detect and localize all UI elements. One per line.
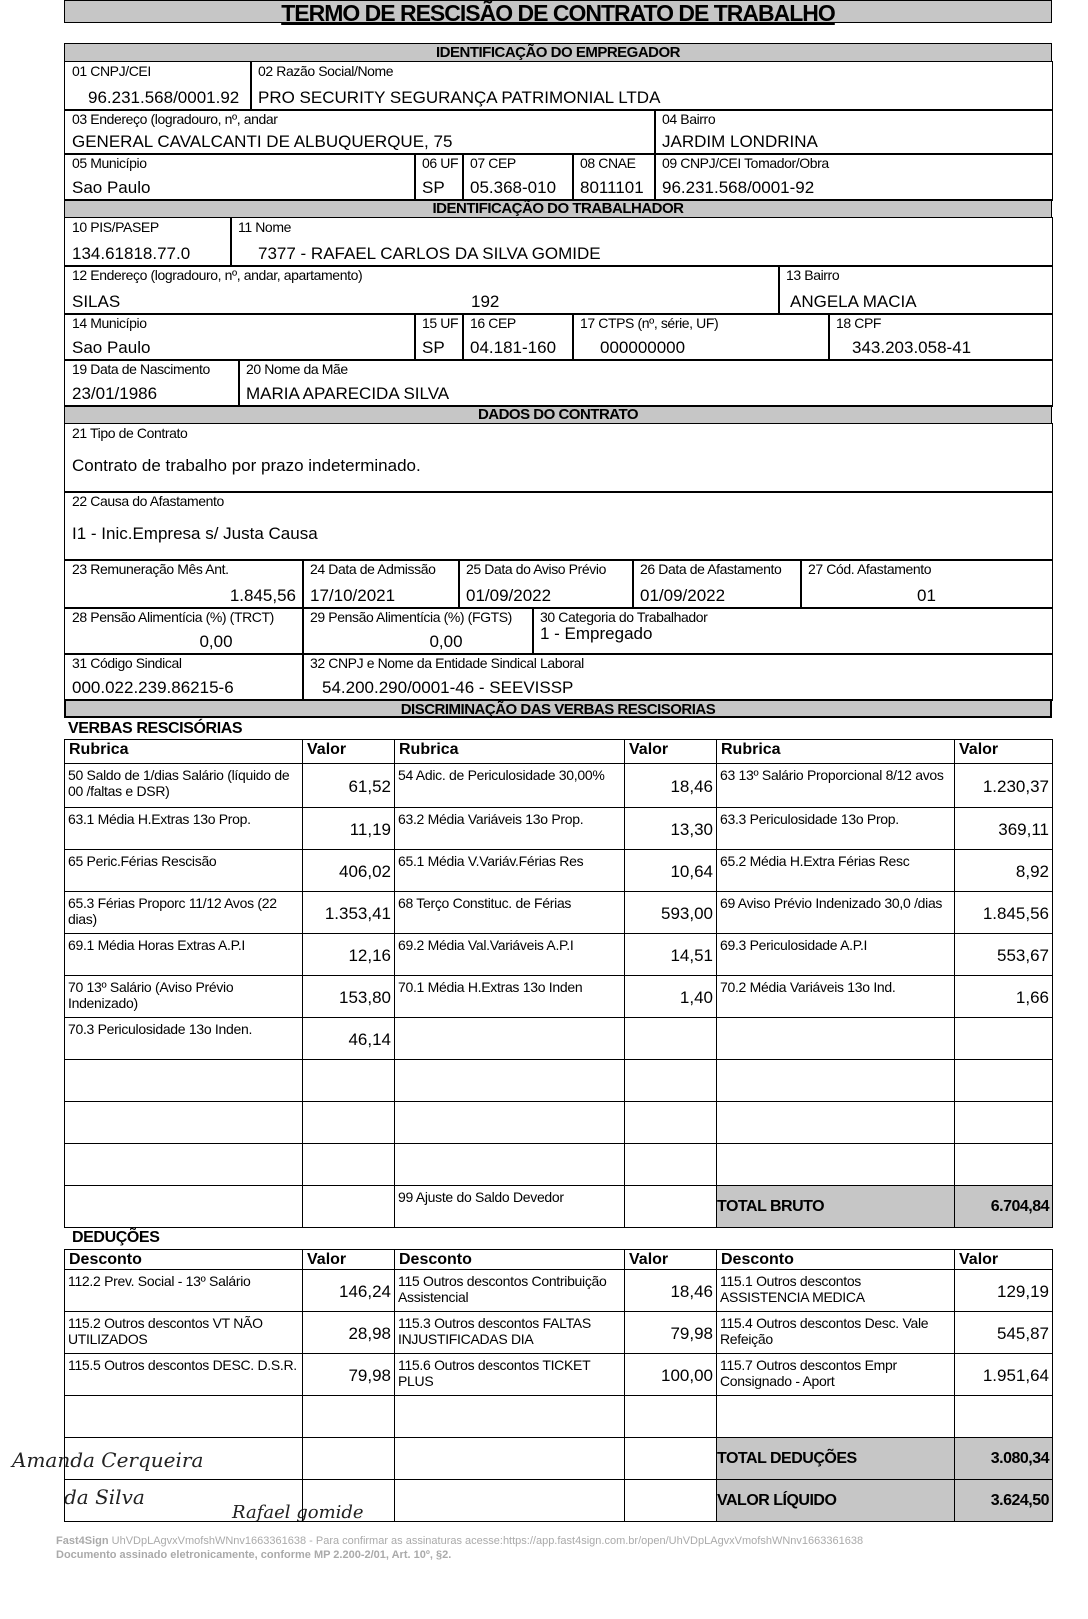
- deducoes-cell: [302, 1269, 395, 1312]
- deducoes-cell: [716, 1353, 955, 1396]
- valor-text: 18,46: [670, 776, 713, 796]
- verbas-cell: [394, 1143, 625, 1186]
- verbas-header-4: Rubrica: [716, 739, 955, 764]
- section-discrimination: DISCRIMINAÇÃO DAS VERBAS RESCISORIAS: [64, 699, 1052, 718]
- verbas-cell: [954, 807, 1053, 850]
- field-f29: [302, 607, 534, 655]
- field-label: 09 CNPJ/CEI Tomador/Obra: [662, 155, 829, 171]
- field-value: 7377 - RAFAEL CARLOS DA SILVA GOMIDE: [258, 244, 601, 263]
- verbas-title: VERBAS RESCISÓRIAS: [68, 720, 243, 737]
- field-label: 02 Razão Social/Nome: [258, 63, 394, 79]
- verbas-cell: [624, 933, 717, 976]
- verbas-cell: [624, 1059, 717, 1102]
- verbas-cell: [394, 1059, 625, 1102]
- field-value: 01/09/2022: [466, 586, 552, 605]
- verbas-cell: [716, 1059, 955, 1102]
- field-label: 06 UF: [422, 155, 459, 171]
- deducoes-header-2: Desconto: [394, 1249, 625, 1270]
- deducoes-cell: [302, 1437, 395, 1480]
- verbas-cell: [394, 763, 625, 808]
- field-number: 192: [471, 292, 500, 311]
- field-value: SILAS: [72, 292, 121, 311]
- rubrica-text: 115.4 Outros descontos Desc. Vale Refeição: [720, 1315, 929, 1347]
- section-contract: DADOS DO CONTRATO: [64, 405, 1052, 424]
- valor-text: 3.624,50: [990, 1491, 1049, 1509]
- field-f28: [64, 607, 304, 655]
- verbas-cell: [716, 763, 955, 808]
- rubrica-text: 69.3 Periculosidade A.P.I: [720, 937, 868, 953]
- rubrica-text: 63 13º Salário Proporcional 8/12 avos: [720, 767, 944, 783]
- rubrica-text: 65.1 Média V.Variáv.Férias Res: [398, 853, 584, 869]
- field-f03: [64, 109, 656, 155]
- footer-verification: UhVDpLAgvxVmofshWNnv1663361638 - Para confirmar as assinaturas acesse:https://app.fast4sign.com.br/open/UhVDpLAgvxVmofshWNnv1663361638: [111, 1535, 864, 1547]
- field-value: 96.231.568/0001.92: [88, 88, 240, 107]
- field-label: 21 Tipo de Contrato: [72, 425, 188, 441]
- field-f05: [64, 153, 416, 201]
- field-f23: [64, 559, 304, 609]
- verbas-cell: [394, 891, 625, 934]
- verbas-cell: [624, 975, 717, 1018]
- field-value: 343.203.058-41: [852, 338, 972, 357]
- verbas-cell: [954, 1143, 1053, 1186]
- rubrica-text: 112.2 Prev. Social - 13º Salário: [68, 1273, 251, 1289]
- field-f19: [64, 359, 240, 407]
- deducoes-cell: [394, 1311, 625, 1354]
- verbas-cell: [302, 1101, 395, 1144]
- signature-amanda-line1: Amanda Cerqueira: [12, 1448, 204, 1472]
- rubrica-text: 115.1 Outros descontos ASSISTENCIA MEDICA: [720, 1273, 865, 1305]
- verbas-cell: [64, 933, 303, 976]
- field-label: 07 CEP: [470, 155, 516, 171]
- field-f26: [632, 559, 802, 609]
- field-value: MARIA APARECIDA SILVA: [246, 384, 450, 403]
- verbas-cell: [302, 849, 395, 892]
- verbas-cell: [624, 1143, 717, 1186]
- rubrica-text: 70.2 Média Variáveis 13o Ind.: [720, 979, 896, 995]
- field-label: 26 Data de Afastamento: [640, 561, 782, 577]
- signature-amanda-line2: da Silva: [64, 1485, 145, 1509]
- verbas-cell: [302, 1185, 395, 1228]
- field-value: 000.022.239.86215-6: [72, 678, 234, 697]
- verbas-cell: [716, 1185, 955, 1228]
- verbas-cell: [302, 975, 395, 1018]
- verbas-cell: [954, 1101, 1053, 1144]
- field-f11: [230, 217, 1053, 267]
- field-value: 01/09/2022: [640, 586, 726, 605]
- valor-text: 153,80: [339, 987, 391, 1007]
- field-value: Sao Paulo: [72, 338, 151, 357]
- field-f04: [654, 109, 1053, 155]
- field-f12: [64, 265, 780, 315]
- verbas-header-2: Rubrica: [394, 739, 625, 764]
- valor-text: 3.080,34: [990, 1449, 1049, 1467]
- valor-text: 369,11: [998, 819, 1049, 839]
- rubrica-text: 115.3 Outros descontos FALTAS INJUSTIFICADAS DIA: [398, 1315, 591, 1347]
- rubrica-text: 69 Aviso Prévio Indenizado 30,0 /dias: [720, 895, 943, 911]
- field-f20: [238, 359, 1053, 407]
- field-value: GENERAL CAVALCANTI DE ALBUQUERQUE, 75: [72, 132, 453, 151]
- deducoes-cell: [716, 1395, 955, 1438]
- verbas-cell: [624, 891, 717, 934]
- field-f32: [302, 653, 1053, 701]
- field-label: 14 Município: [72, 315, 147, 331]
- field-label: 22 Causa do Afastamento: [72, 493, 224, 509]
- field-f16: [462, 313, 574, 361]
- valor-text: 79,98: [670, 1323, 713, 1343]
- field-f01: [64, 61, 252, 111]
- rubrica-text: VALOR LÍQUIDO: [717, 1491, 837, 1509]
- field-label: 08 CNAE: [580, 155, 636, 171]
- field-label: 17 CTPS (nº, série, UF): [580, 315, 719, 331]
- deducoes-header-4: Desconto: [716, 1249, 955, 1270]
- rubrica-text: 115.7 Outros descontos Empr Consignado - Aport: [720, 1357, 897, 1389]
- field-value: 0,00: [429, 632, 463, 651]
- field-f25: [458, 559, 634, 609]
- field-label: 29 Pensão Alimentícia (%) (FGTS): [310, 609, 512, 625]
- valor-text: 12,16: [348, 945, 391, 965]
- verbas-cell: [394, 1101, 625, 1144]
- field-label: 18 CPF: [836, 315, 882, 331]
- deducoes-cell: [954, 1437, 1053, 1480]
- valor-text: 593,00: [661, 903, 713, 923]
- deducoes-cell: [716, 1437, 955, 1480]
- rubrica-text: 70.1 Média H.Extras 13o Inden: [398, 979, 583, 995]
- verbas-cell: [624, 1017, 717, 1060]
- rubrica-text: 63.1 Média H.Extras 13o Prop.: [68, 811, 251, 827]
- verbas-cell: [394, 807, 625, 850]
- verbas-cell: [716, 1101, 955, 1144]
- verbas-cell: [302, 933, 395, 976]
- verbas-cell: [716, 849, 955, 892]
- field-f02: [250, 61, 1053, 111]
- rubrica-text: 65 Peric.Férias Rescisão: [68, 853, 217, 869]
- valor-text: 13,30: [670, 819, 713, 839]
- valor-text: 553,67: [997, 945, 1049, 965]
- verbas-cell: [624, 1185, 717, 1228]
- section-employer: IDENTIFICAÇÃO DO EMPREGADOR: [64, 43, 1052, 62]
- field-label: 05 Município: [72, 155, 147, 171]
- deducoes-cell: [624, 1353, 717, 1396]
- field-f24: [302, 559, 460, 609]
- verbas-cell: [64, 1017, 303, 1060]
- field-value: ANGELA MACIA: [790, 292, 917, 311]
- verbas-cell: [64, 975, 303, 1018]
- field-f06: [414, 153, 464, 201]
- rubrica-text: 63.2 Média Variáveis 13o Prop.: [398, 811, 584, 827]
- rubrica-text: 63.3 Periculosidade 13o Prop.: [720, 811, 899, 827]
- valor-text: 14,51: [670, 945, 713, 965]
- valor-text: 545,87: [997, 1323, 1049, 1343]
- rubrica-text: 115.2 Outros descontos VT NÃO UTILIZADOS: [68, 1315, 263, 1347]
- valor-text: 18,46: [670, 1281, 713, 1301]
- deducoes-title: DEDUÇÕES: [72, 1229, 160, 1246]
- field-value: JARDIM LONDRINA: [662, 132, 818, 151]
- verbas-cell: [64, 849, 303, 892]
- field-value: 05.368-010: [470, 178, 557, 197]
- verbas-cell: [954, 849, 1053, 892]
- field-label: 11 Nome: [238, 219, 291, 235]
- field-f21: [64, 423, 1053, 493]
- document-title: TERMO DE RESCISÃO DE CONTRATO DE TRABALHO: [64, 0, 1052, 23]
- field-f22: [64, 491, 1053, 561]
- field-value: 23/01/1986: [72, 384, 158, 403]
- field-label: 19 Data de Nascimento: [72, 361, 210, 377]
- verbas-header-3: Valor: [624, 739, 717, 764]
- deducoes-cell: [64, 1353, 303, 1396]
- deducoes-cell: [954, 1395, 1053, 1438]
- field-label: 25 Data do Aviso Prévio: [466, 561, 606, 577]
- deducoes-cell: [624, 1269, 717, 1312]
- deducoes-cell: [394, 1479, 625, 1522]
- valor-text: 28,98: [348, 1323, 391, 1343]
- deducoes-cell: [624, 1479, 717, 1522]
- field-f18: [828, 313, 1053, 361]
- field-label: 13 Bairro: [786, 267, 840, 283]
- field-f07: [462, 153, 574, 201]
- verbas-cell: [394, 1017, 625, 1060]
- verbas-cell: [64, 891, 303, 934]
- footer-line1: [56, 1535, 863, 1547]
- deducoes-cell: [954, 1479, 1053, 1522]
- verbas-cell: [394, 1185, 625, 1228]
- field-f17: [572, 313, 830, 361]
- valor-text: 100,00: [661, 1365, 713, 1385]
- valor-text: 146,24: [339, 1281, 391, 1301]
- valor-text: 8,92: [1015, 861, 1049, 881]
- deducoes-cell: [394, 1437, 625, 1480]
- rubrica-text: 70 13º Salário (Aviso Prévio Indenizado): [68, 979, 234, 1011]
- deducoes-cell: [64, 1269, 303, 1312]
- field-label: 28 Pensão Alimentícia (%) (TRCT): [72, 609, 274, 625]
- field-label: 04 Bairro: [662, 111, 716, 127]
- verbas-cell: [954, 975, 1053, 1018]
- field-value: 134.61818.77.0: [72, 244, 191, 263]
- field-label: 30 Categoria do Trabalhador: [540, 609, 708, 625]
- deducoes-cell: [64, 1479, 303, 1522]
- verbas-cell: [302, 891, 395, 934]
- signature-rafael: Rafael gomide: [232, 1502, 364, 1523]
- field-value: 17/10/2021: [310, 586, 396, 605]
- rubrica-text: 115.5 Outros descontos DESC. D.S.R.: [68, 1357, 297, 1373]
- verbas-cell: [302, 807, 395, 850]
- verbas-header-0: Rubrica: [64, 739, 303, 764]
- verbas-cell: [954, 1017, 1053, 1060]
- verbas-cell: [302, 763, 395, 808]
- rubrica-text: 70.3 Periculosidade 13o Inden.: [68, 1021, 253, 1037]
- deducoes-cell: [624, 1437, 717, 1480]
- field-value: 04.181-160: [470, 338, 557, 357]
- rubrica-text: 65.2 Média H.Extra Férias Resc: [720, 853, 910, 869]
- verbas-cell: [954, 1185, 1053, 1228]
- valor-text: 6.704,84: [990, 1197, 1049, 1215]
- verbas-cell: [954, 763, 1053, 808]
- deducoes-cell: [716, 1269, 955, 1312]
- deducoes-cell: [394, 1269, 625, 1312]
- valor-text: 129,19: [997, 1281, 1049, 1301]
- field-value: 1 - Empregado: [540, 624, 653, 643]
- deducoes-cell: [302, 1479, 395, 1522]
- rubrica-text: 115 Outros descontos Contribuição Assistencial: [398, 1273, 607, 1305]
- field-value: 8011101: [580, 178, 644, 197]
- field-label: 23 Remuneração Mês Ant.: [72, 561, 229, 577]
- footer-brand: Fast4Sign: [56, 1535, 109, 1547]
- field-label: 16 CEP: [470, 315, 516, 331]
- verbas-cell: [954, 933, 1053, 976]
- verbas-cell: [624, 807, 717, 850]
- verbas-cell: [716, 1143, 955, 1186]
- verbas-cell: [64, 763, 303, 808]
- deducoes-cell: [954, 1311, 1053, 1354]
- field-value: SP: [422, 338, 445, 357]
- deducoes-cell: [716, 1479, 955, 1522]
- rubrica-text: 54 Adic. de Periculosidade 30,00%: [398, 767, 605, 783]
- deducoes-cell: [954, 1353, 1053, 1396]
- rubrica-text: 115.6 Outros descontos TICKET PLUS: [398, 1357, 591, 1389]
- verbas-cell: [64, 807, 303, 850]
- field-value: 0,00: [199, 632, 233, 651]
- deducoes-cell: [302, 1395, 395, 1438]
- valor-text: 1.845,56: [982, 903, 1049, 923]
- verbas-cell: [716, 1017, 955, 1060]
- verbas-cell: [64, 1059, 303, 1102]
- field-f14: [64, 313, 416, 361]
- rubrica-text: 68 Terço Constituc. de Férias: [398, 895, 572, 911]
- field-label: 03 Endereço (logradouro, nº, andar: [72, 111, 278, 127]
- verbas-cell: [624, 763, 717, 808]
- field-f27: [800, 559, 1053, 609]
- verbas-cell: [394, 933, 625, 976]
- verbas-cell: [64, 1143, 303, 1186]
- verbas-cell: [716, 807, 955, 850]
- deducoes-cell: [302, 1353, 395, 1396]
- field-f30: [532, 607, 1053, 655]
- rubrica-text: 69.1 Média Horas Extras A.P.I: [68, 937, 246, 953]
- field-label: 12 Endereço (logradouro, nº, andar, apartamento): [72, 267, 363, 283]
- field-f15: [414, 313, 464, 361]
- rubrica-text: TOTAL BRUTO: [717, 1197, 825, 1215]
- verbas-cell: [624, 849, 717, 892]
- valor-text: 79,98: [348, 1365, 391, 1385]
- verbas-cell: [64, 1185, 303, 1228]
- deducoes-cell: [624, 1395, 717, 1438]
- verbas-header-1: Valor: [302, 739, 395, 764]
- field-f09: [654, 153, 1053, 201]
- field-value: Contrato de trabalho por prazo indeterminado.: [72, 456, 421, 475]
- verbas-cell: [302, 1143, 395, 1186]
- deducoes-cell: [394, 1395, 625, 1438]
- field-value: Sao Paulo: [72, 178, 151, 197]
- section-worker: IDENTIFICAÇÃO DO TRABALHADOR: [64, 199, 1052, 218]
- verbas-cell: [394, 849, 625, 892]
- rubrica-text: 50 Saldo de 1/dias Salário (líquido de 00 /faltas e DSR): [68, 767, 290, 799]
- deducoes-header-0: Desconto: [64, 1249, 303, 1270]
- valor-text: 61,52: [348, 776, 391, 796]
- field-f10: [64, 217, 232, 267]
- valor-text: 1,40: [679, 987, 713, 1007]
- valor-text: 1.951,64: [982, 1365, 1049, 1385]
- field-value: 1.845,56: [229, 586, 296, 605]
- deducoes-cell: [716, 1311, 955, 1354]
- field-label: 27 Cód. Afastamento: [808, 561, 932, 577]
- valor-text: 1,66: [1015, 987, 1049, 1007]
- verbas-cell: [716, 891, 955, 934]
- field-label: 10 PIS/PASEP: [72, 219, 159, 235]
- valor-text: 46,14: [348, 1029, 391, 1049]
- rubrica-text: TOTAL DEDUÇÕES: [717, 1449, 857, 1467]
- verbas-header-5: Valor: [954, 739, 1053, 764]
- verbas-cell: [954, 891, 1053, 934]
- verbas-cell: [624, 1101, 717, 1144]
- deducoes-cell: [64, 1395, 303, 1438]
- verbas-cell: [954, 1059, 1053, 1102]
- deducoes-header-3: Valor: [624, 1249, 717, 1270]
- deducoes-header-1: Valor: [302, 1249, 395, 1270]
- verbas-cell: [302, 1059, 395, 1102]
- field-value: 01: [917, 586, 936, 605]
- footer-line2: Documento assinado eletronicamente, conforme MP 2.200-2/01, Art. 10º, §2.: [56, 1549, 452, 1561]
- deducoes-cell: [302, 1311, 395, 1354]
- verbas-cell: [716, 975, 955, 1018]
- field-label: 15 UF: [422, 315, 459, 331]
- field-label: 31 Código Sindical: [72, 655, 182, 671]
- field-label: 01 CNPJ/CEI: [72, 63, 151, 79]
- deducoes-cell: [394, 1353, 625, 1396]
- field-value: SP: [422, 178, 445, 197]
- field-f31: [64, 653, 304, 701]
- valor-text: 10,64: [670, 861, 713, 881]
- deducoes-cell: [624, 1311, 717, 1354]
- field-label: 32 CNPJ e Nome da Entidade Sindical Laboral: [310, 655, 584, 671]
- field-value: PRO SECURITY SEGURANÇA PATRIMONIAL LTDA: [258, 88, 661, 107]
- rubrica-text: 69.2 Média Val.Variáveis A.P.I: [398, 937, 574, 953]
- verbas-cell: [302, 1017, 395, 1060]
- verbas-cell: [64, 1101, 303, 1144]
- field-value: I1 - Inic.Empresa s/ Justa Causa: [72, 524, 318, 543]
- valor-text: 11,19: [349, 819, 391, 839]
- field-value: 000000000: [600, 338, 686, 357]
- valor-text: 1.230,37: [982, 776, 1049, 796]
- deducoes-cell: [64, 1311, 303, 1354]
- field-f08: [572, 153, 656, 201]
- deducoes-header-5: Valor: [954, 1249, 1053, 1270]
- field-label: 20 Nome da Mãe: [246, 361, 348, 377]
- deducoes-cell: [64, 1437, 303, 1480]
- valor-text: 1.353,41: [324, 903, 391, 923]
- verbas-cell: [394, 975, 625, 1018]
- deducoes-cell: [954, 1269, 1053, 1312]
- valor-text: 406,02: [339, 861, 391, 881]
- verbas-cell: [716, 933, 955, 976]
- rubrica-text: 99 Ajuste do Saldo Devedor: [398, 1189, 564, 1205]
- rubrica-text: 65.3 Férias Proporc 11/12 Avos (22 dias): [68, 895, 277, 927]
- field-label: 24 Data de Admissão: [310, 561, 436, 577]
- field-f13: [778, 265, 1053, 315]
- field-value: 54.200.290/0001-46 - SEEVISSP: [322, 678, 574, 697]
- field-value: 96.231.568/0001-92: [662, 178, 815, 197]
